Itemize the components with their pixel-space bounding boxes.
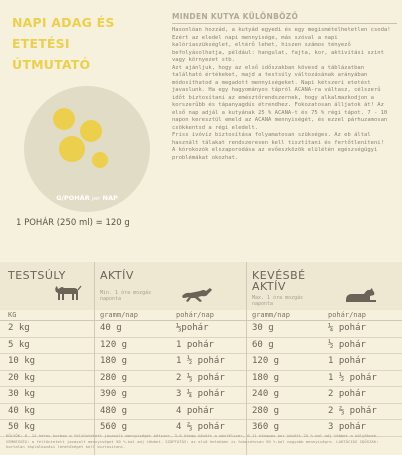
table-row: 10 kg 180 g 1 ½ pohár 120 g 1 pohár [0,354,402,371]
table-row: 50 kg 560 g 4 ⅔ pohár 360 g 3 pohár [0,420,402,437]
kibble-bowl-illustration [24,86,150,212]
unit-cup-active: pohár/nap [176,311,214,319]
bowl-label: G/POHÁR per NAP [56,194,118,202]
divider [172,23,397,24]
footnote: KÖLYÖK: 6- 12 hetes korban a feltüntetett javasolt mennyiséget kétszer, 3-6 hónap között a másfélszer, 6-11 hónapos kor között 25 %-kal adj többet a kölyöknek. VEMHESSÉG: a feltüntetett javasolt mennyiséget 50 %-kal adj többet. SZOPTATÁS: az első hetekben is fokozatosan 50 %-kal nagyobb mennyiségre. LAKTÁCIÓS IDŐSZAK: kortalan táplálkozási lehetőséget kell biztosítani. [6,433,379,449]
header-less-active-sub: Max. 1 óra mozgás naponta [252,295,304,307]
kibble-dot [53,108,75,130]
table-header [0,262,402,310]
table-row: 2 kg 40 g ⅓pohár 30 g ¼ pohár [0,321,402,338]
info-paragraph: A kórokozók elszaporodása az evőeszközök elülétén egészségügyi problémákat okozhat. [172,147,378,161]
kibble-dot [59,136,85,162]
title-line: ETETÉSI [12,36,70,51]
table-row: 5 kg 120 g 1 pohár 60 g ½ pohár [0,338,402,355]
info-paragraph: Friss ivóvíz biztosítása folyamatosan szükséges. Az eb által használt tálakat rendszeresen kell tisztítani és fertőtleníteni! [172,132,384,146]
table-row: 20 kg 280 g 2 ⅓ pohár 180 g 1 ½ pohár [0,371,402,388]
header-weight: TESTSÚLY [8,269,66,282]
header-less-active: KEVÉSBÉ AKTÍV [252,269,306,293]
header-active: AKTÍV [100,269,134,282]
info-panel [172,12,397,162]
title-line: NAPI ADAG ÉS [12,15,115,30]
dog-standing-icon [52,280,82,306]
dog-lying-icon [342,284,378,304]
column-divider [246,262,247,455]
kibble-dot [92,152,108,168]
column-divider [94,262,95,455]
table-row: 40 kg 480 g 4 pohár 280 g 2 ⅔ pohár [0,404,402,421]
title-line: ÚTMUTATÓ [12,57,91,72]
unit-gram-less: gramm/nap [252,311,290,319]
kibble-dot [80,120,102,142]
feeding-guide-panel [12,8,162,258]
table-row: 30 kg 390 g 3 ¼ pohár 240 g 2 pohár [0,387,402,404]
unit-gram-active: gramm/nap [100,311,138,319]
feeding-table [0,262,402,437]
unit-row [0,310,402,321]
cup-measure-note: 1 POHÁR (250 ml) = 120 g [16,218,130,228]
feeding-guide-title [12,12,162,75]
unit-cup-less: pohár/nap [328,311,366,319]
info-text [172,27,397,162]
unit-kg: KG [8,311,17,319]
dog-running-icon [180,282,214,304]
info-paragraph: Azt ajánljuk, hogy az első időszakban kövesd a táblázatban található értékeket, majd a testsúly változásának arányában módosíthatod a megadott mennyiségeket. Napi kétszeri etetést javaslunk. Ha egy hagyományos tápról ACANA-ra váltasz, célszerű időt biztosítani az emésztőrendszernek, hogy alkalmazkodjon a korszerűbb és tápanyagdús étrendhez. Fokozatosan álljatok át! Az első nap adjál a kutyának 25 % ACANA-t és 75 % régi tápot. 7 - 10 napon keresztül emeld az ACANA mennyiségét, és ezzel párhuzamosan csökkentsd a régi eledelt. [172,64,388,131]
header-active-sub: Min. 1 óra mozgás naponta [100,290,152,302]
info-heading: MINDEN KUTYA KÜLÖNBÖZŐ [172,12,299,21]
info-paragraph: Hasonlóan hozzád, a kutyád egyedi és egy megismételhetetlen csoda! Ezért az eledel napi mennyisége, más szóval a napi kalóriaszükséglet, eltérő lehet, hiszen számos tényező befolyásolhatja, például: hangulat, fajta, kor, aktivitási szint vagy környezet stb. [172,27,391,63]
